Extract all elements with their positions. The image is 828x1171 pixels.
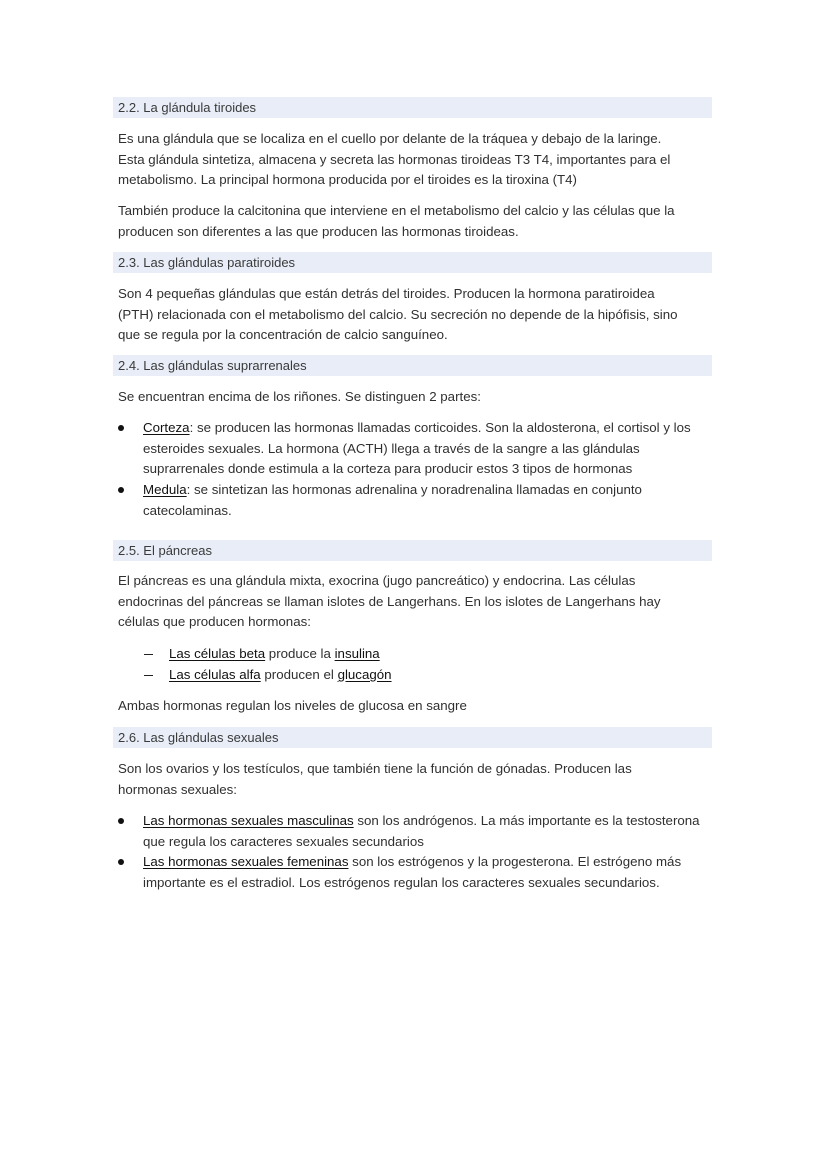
- text-fragment: : se sintetizan las hormonas adrenalina y noradrenalina llamadas en conjunto: [186, 482, 642, 497]
- term-hormonas-femeninas: Las hormonas sexuales femeninas: [143, 854, 349, 869]
- text-line: catecolaminas.: [143, 502, 232, 518]
- paragraph-tiroides-2: [118, 201, 718, 242]
- bullet-icon: [118, 859, 124, 865]
- section-heading-pancreas: 2.5. El páncreas: [113, 540, 712, 561]
- text-line: Son 4 pequeñas glándulas que están detrás del tiroides. Producen la hormona paratiroidea: [118, 286, 655, 301]
- term-medula: Medula: [143, 482, 187, 497]
- term-corteza: Corteza: [143, 420, 190, 435]
- text-fragment: : se producen las hormonas llamadas corticoides. Son la aldosterona, el cortisol y los: [189, 420, 691, 435]
- text-line: suprarrenales donde estimula a la corteza para producir estos 3 tipos de hormonas: [143, 461, 633, 477]
- text-line: esteroides sexuales. La hormona (ACTH) llega a través de la sangre a las glándulas: [143, 440, 640, 456]
- bullet-icon: [118, 425, 124, 431]
- section-heading-tiroides: 2.2. La glándula tiroides: [113, 97, 712, 118]
- text-fragment: produce la: [265, 646, 335, 661]
- paragraph-pancreas-closing: [118, 696, 718, 717]
- section-heading-sexuales: 2.6. Las glándulas sexuales: [113, 727, 712, 748]
- term-hormonas-masculinas: Las hormonas sexuales masculinas: [143, 813, 354, 828]
- text-line: También produce la calcitonina que interviene en el metabolismo del calcio y las células que la: [118, 203, 675, 218]
- section-heading-suprarrenales: 2.4. Las glándulas suprarrenales: [113, 355, 712, 376]
- text-line: Es una glándula que se localiza en el cuello por delante de la tráquea y debajo de la laringe.: [118, 131, 662, 146]
- text-line: Se encuentran encima de los riñones. Se distinguen 2 partes:: [118, 389, 481, 404]
- paragraph-sexuales: [118, 759, 718, 800]
- bullet-icon: [118, 487, 124, 493]
- text-line: producen son diferentes a las que producen las hormonas tiroideas.: [118, 223, 519, 239]
- paragraph-pancreas: [118, 571, 718, 633]
- text-line: Esta glándula sintetiza, almacena y secreta las hormonas tiroideas T3 T4, importantes para el: [118, 151, 671, 167]
- text-fragment: son los andrógenos. La más importante es la testosterona: [353, 813, 700, 828]
- text-fragment: producen el: [260, 667, 338, 682]
- dash-icon: [144, 675, 153, 676]
- paragraph-paratiroides: [118, 284, 718, 346]
- text-line: células que producen hormonas:: [118, 614, 311, 630]
- text-line: Son los ovarios y los testículos, que también tiene la función de gónadas. Producen las: [118, 761, 632, 776]
- text-line: importante es el estradiol. Los estrógenos regulan los caracteres sexuales secundarios.: [143, 874, 660, 890]
- text-line: Ambas hormonas regulan los niveles de glucosa en sangre: [118, 698, 467, 713]
- text-line: hormonas sexuales:: [118, 781, 237, 797]
- text-line: que se regula por la concentración de calcio sanguíneo.: [118, 327, 448, 343]
- text-line: que regula los caracteres sexuales secundarios: [143, 833, 424, 849]
- term-celulas-alfa: Las células alfa: [169, 667, 261, 682]
- text-line: El páncreas es una glándula mixta, exocrina (jugo pancreático) y endocrina. Las células: [118, 573, 636, 588]
- term-glucagon: glucagón: [337, 667, 392, 682]
- dash-icon: [144, 654, 153, 655]
- bullet-icon: [118, 818, 124, 824]
- paragraph-suprarrenales-intro: [118, 387, 718, 408]
- paragraph-tiroides-1: [118, 129, 718, 191]
- text-fragment: son los estrógenos y la progesterona. El estrógeno más: [348, 854, 682, 869]
- text-line: endocrinas del páncreas se llaman islotes de Langerhans. En los islotes de Langerhans hay: [118, 593, 661, 609]
- term-insulina: insulina: [334, 646, 380, 661]
- text-line: metabolismo. La principal hormona producida por el tiroides es la tiroxina (T4): [118, 172, 577, 188]
- term-celulas-beta: Las células beta: [169, 646, 266, 661]
- text-line: (PTH) relacionada con el metabolismo del calcio. Su secreción no depende de la hipófisis, sino: [118, 306, 678, 322]
- section-heading-paratiroides: 2.3. Las glándulas paratiroides: [113, 252, 712, 273]
